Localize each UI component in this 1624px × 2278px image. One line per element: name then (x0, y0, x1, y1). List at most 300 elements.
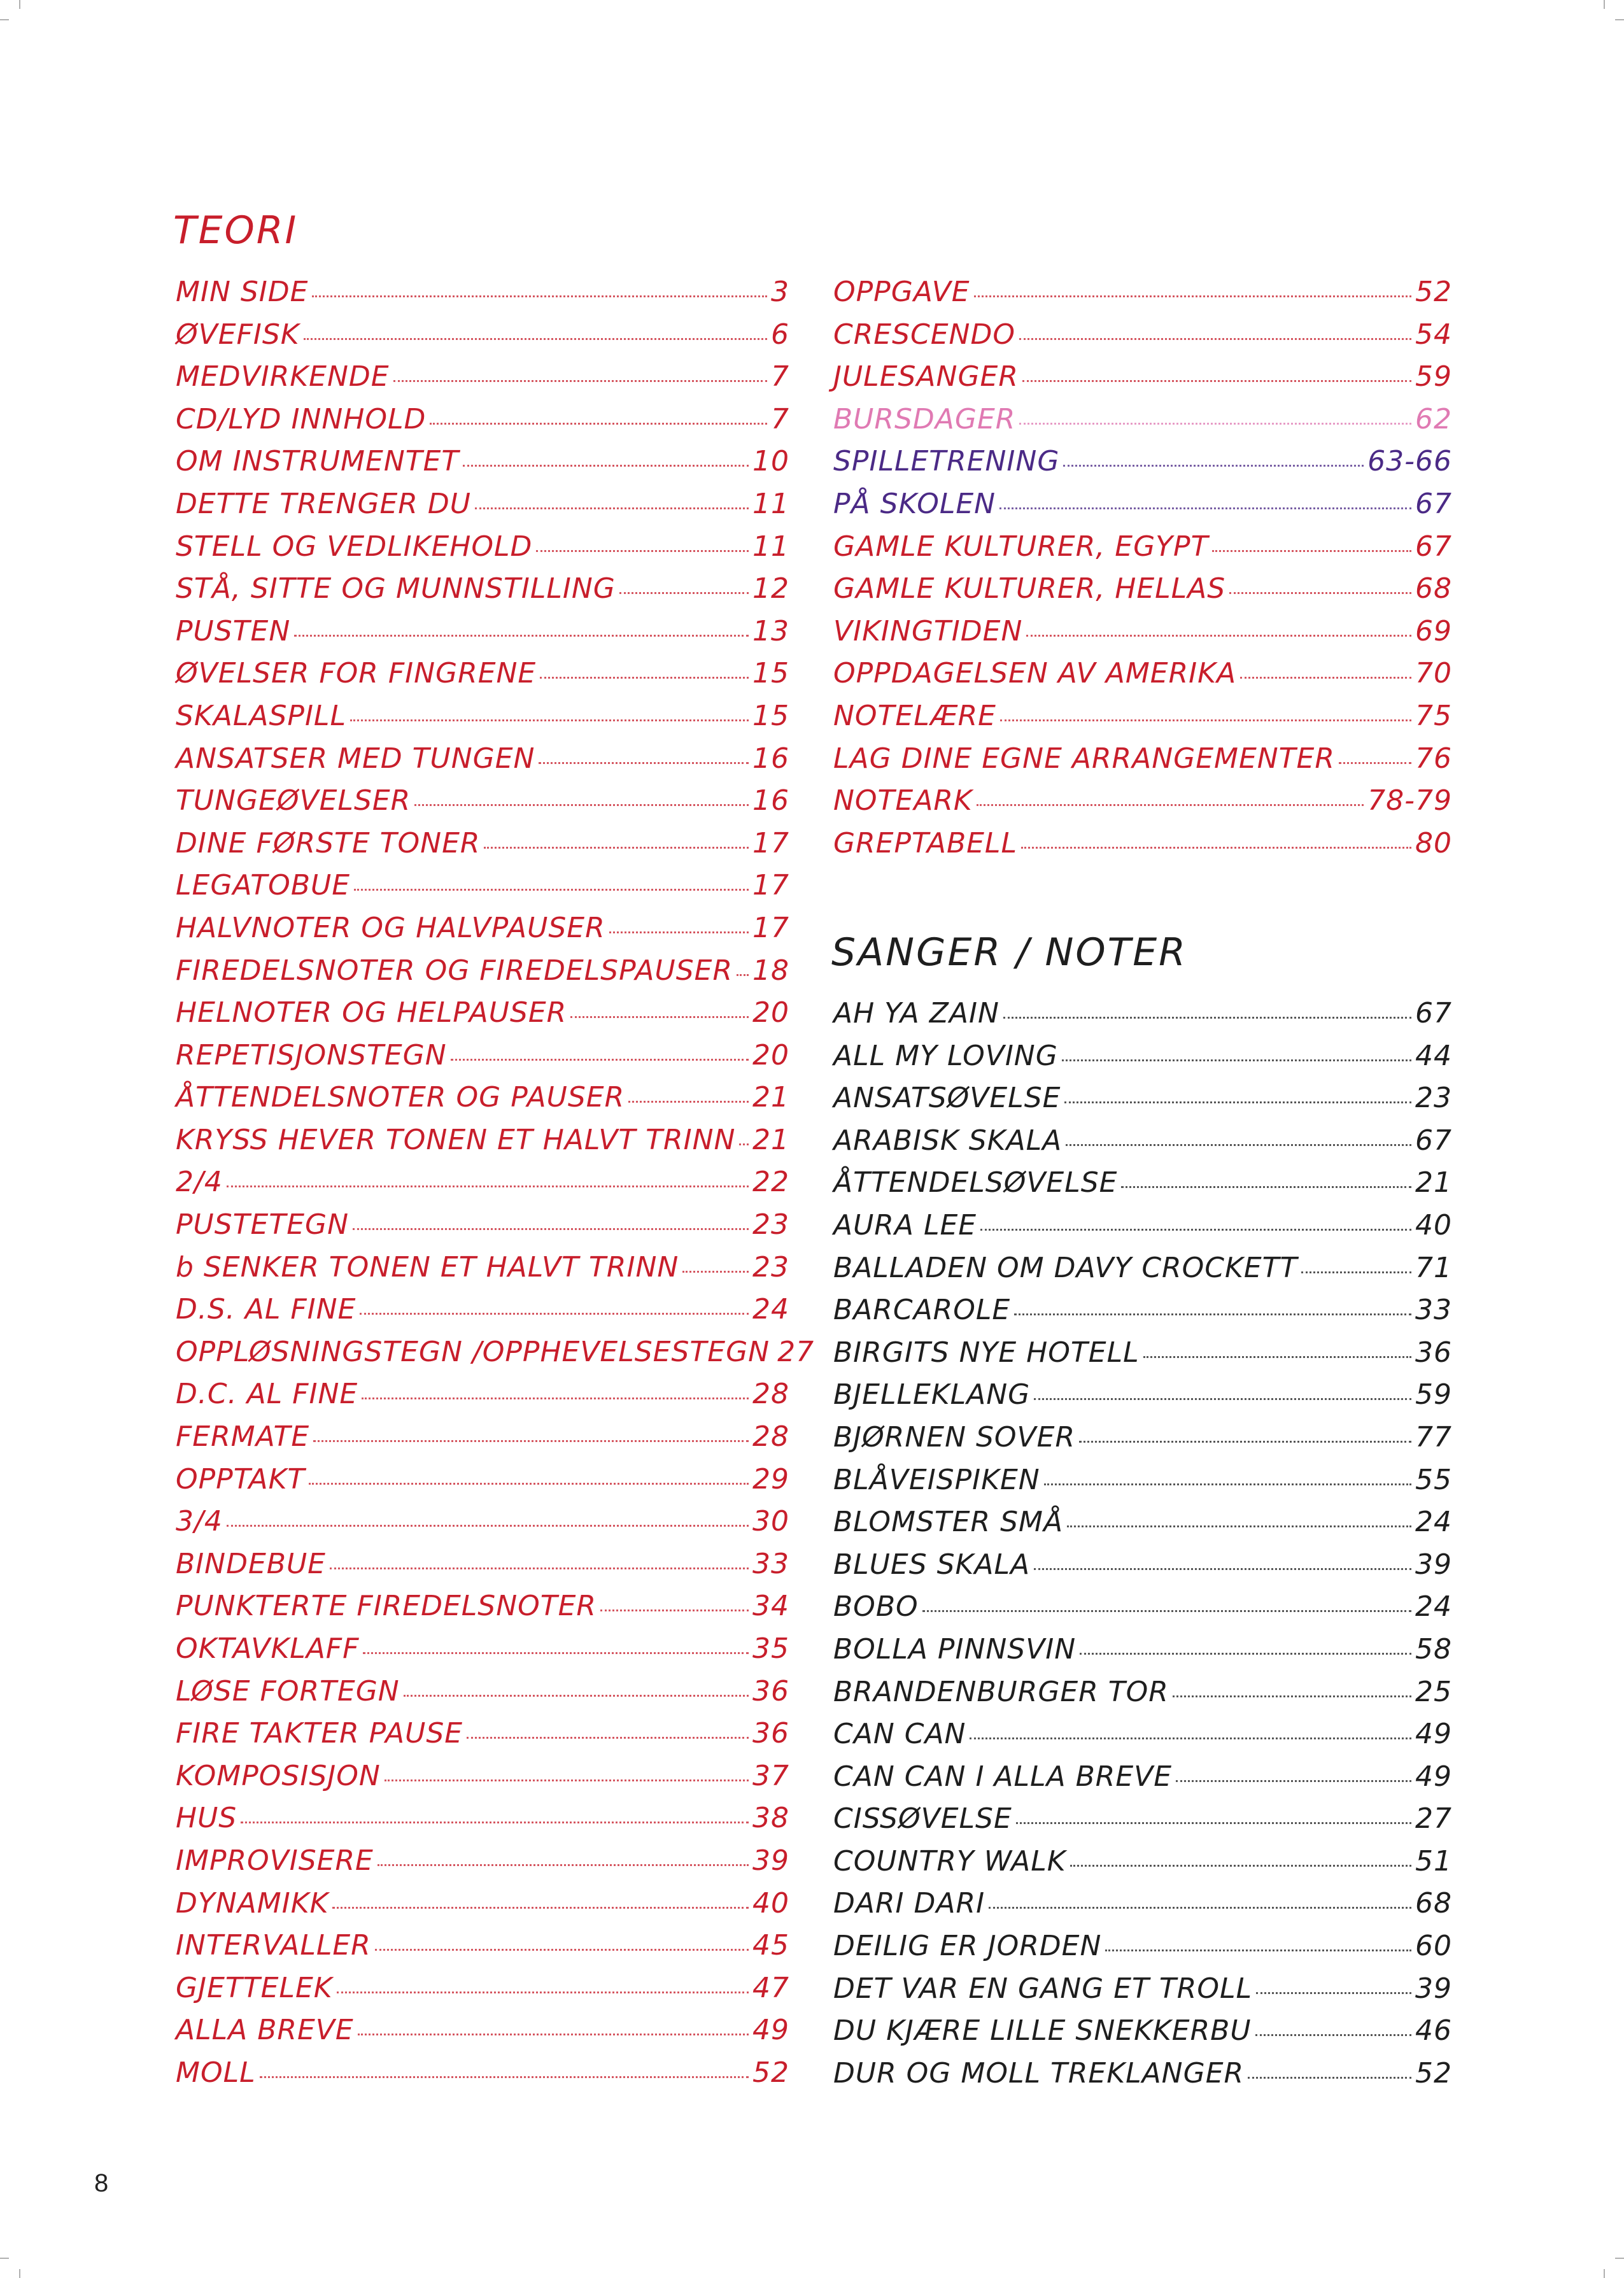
toc-entry-page: 55 (1415, 1463, 1452, 1496)
toc-entry-page: 52 (1415, 2056, 1452, 2090)
toc-entry-page: 68 (1415, 572, 1452, 605)
dot-leader (1248, 2077, 1411, 2079)
toc-entry-title: BJØRNEN SOVER (833, 1420, 1076, 1454)
toc-entry-page: 51 (1415, 1844, 1452, 1878)
dot-leader (1255, 2034, 1411, 2036)
dot-leader (1070, 1865, 1411, 1867)
toc-entry-page: 59 (1415, 360, 1452, 393)
dot-leader (312, 295, 767, 297)
toc-entry-title: LAG DINE EGNE ARRANGEMENTER (833, 742, 1335, 775)
dot-leader (313, 1440, 749, 1442)
dot-leader (1105, 1949, 1411, 1951)
toc-entry-title: CD/LYD INNHOLD (176, 402, 427, 435)
toc-entry (833, 488, 1452, 530)
toc-entry-page: 27 (777, 1335, 815, 1368)
toc-entry-page: 76 (1415, 742, 1452, 775)
toc-entry-page: 60 (1415, 1930, 1452, 1963)
toc-entry (833, 1845, 1452, 1888)
toc-entry-title: D.S. AL FINE (176, 1293, 357, 1326)
dot-leader (1301, 1271, 1411, 1273)
toc-entry-page: 12 (752, 572, 789, 605)
toc-entry (176, 1081, 789, 1124)
dot-leader (330, 1567, 749, 1569)
page-number: 8 (94, 2169, 109, 2197)
toc-entry (833, 360, 1452, 403)
toc-entry-page: 75 (1415, 699, 1452, 732)
dot-leader (682, 1271, 749, 1273)
toc-entry (833, 403, 1452, 446)
dot-leader (350, 719, 749, 721)
toc-entry (176, 657, 789, 700)
toc-entry (176, 954, 789, 997)
toc-entry-title: ÅTTENDELSNOTER OG PAUSER (176, 1081, 625, 1114)
toc-entry (833, 997, 1452, 1040)
toc-entry-title: D.C. AL FINE (176, 1378, 358, 1411)
dot-leader (1022, 380, 1411, 382)
toc-entry-page: 16 (752, 784, 789, 817)
dot-leader (385, 1779, 749, 1781)
toc-entry-page: 37 (752, 1759, 789, 1792)
toc-entry-title: ALL MY LOVING (833, 1039, 1058, 1072)
toc-entry-title: OKTAVKLAFF (176, 1632, 360, 1665)
dot-leader (970, 1737, 1411, 1739)
crop-mark-top-right-v (1604, 0, 1605, 9)
toc-entry-title: DETTE TRENGER DU (176, 487, 471, 520)
dot-leader (430, 423, 767, 425)
toc-entry-page: 34 (752, 1590, 789, 1623)
toc-entry-title: OPPDAGELSEN AV AMERIKA (833, 657, 1237, 690)
toc-entry-title: STELL OG VEDLIKEHOLD (176, 530, 533, 563)
toc-entry-page: 28 (752, 1378, 789, 1411)
toc-entry-title: 2/4 (176, 1166, 223, 1199)
dot-leader (309, 1483, 749, 1485)
dot-leader (1021, 847, 1411, 849)
toc-entry-title: 3/4 (176, 1505, 223, 1538)
dot-leader (977, 804, 1364, 806)
toc-entry-page: 24 (1415, 1590, 1452, 1624)
toc-entry (833, 572, 1452, 615)
toc-entry-page: 11 (752, 530, 789, 563)
toc-entry-title: PÅ SKOLEN (833, 487, 996, 520)
dot-leader (1034, 1568, 1411, 1570)
toc-entry-title: DU KJÆRE LILLE SNEKKERBU (833, 2014, 1252, 2048)
toc-entry-page: 71 (1415, 1251, 1452, 1284)
toc-entry (176, 1760, 789, 1802)
toc-entry (176, 1675, 789, 1718)
toc-entry-title: BLOMSTER SMÅ (833, 1506, 1064, 1539)
dot-leader (467, 1737, 749, 1739)
toc-entry-title: TUNGEØVELSER (176, 784, 411, 817)
toc-entry-title: CRESCENDO (833, 318, 1015, 351)
toc-entry-title: REPETISJONSTEGN (176, 1038, 447, 1072)
toc-entry (176, 615, 789, 658)
toc-entry-page: 39 (1415, 1548, 1452, 1581)
toc-entry (833, 657, 1452, 700)
toc-entry-title: HELNOTER OG HELPAUSER (176, 996, 567, 1029)
crop-mark-bottom-left-v (19, 2269, 20, 2278)
toc-entry-title: IMPROVISERE (176, 1844, 374, 1877)
dot-leader (360, 1313, 749, 1315)
toc-entry-title: DINE FØRSTE TONER (176, 826, 481, 860)
toc-entry-title: LØSE FORTEGN (176, 1674, 400, 1708)
toc-entry (833, 1464, 1452, 1506)
toc-entry (176, 1463, 789, 1506)
toc-entry-title: KOMPOSISJON (176, 1759, 381, 1792)
dot-leader (974, 295, 1411, 297)
toc-entry-page: 33 (1415, 1294, 1452, 1327)
toc-entry (833, 1506, 1452, 1548)
toc-entry (833, 615, 1452, 658)
toc-entry (833, 1336, 1452, 1379)
toc-entry-page: 7 (771, 360, 789, 393)
dot-leader (737, 974, 749, 976)
toc-entry-page: 62 (1415, 402, 1452, 435)
toc-entry (833, 1082, 1452, 1124)
dot-leader (1062, 1059, 1411, 1061)
toc-entry-title: b SENKER TONEN ET HALVT TRINN (176, 1250, 679, 1284)
dot-leader (1067, 1525, 1411, 1527)
dot-leader (304, 338, 767, 340)
toc-entry (176, 572, 789, 615)
toc-entry-page: 18 (752, 954, 789, 987)
dot-leader (1026, 635, 1411, 637)
toc-entry-page: 11 (752, 487, 789, 520)
dot-leader (1240, 677, 1411, 679)
toc-entry-page: 22 (752, 1166, 789, 1199)
toc-entry-page: 36 (1415, 1336, 1452, 1369)
toc-entry-title: BRANDENBURGER TOR (833, 1675, 1169, 1708)
toc-entry (833, 2057, 1452, 2100)
toc-entry (176, 784, 789, 827)
dot-leader (540, 677, 749, 679)
toc-entry (833, 1676, 1452, 1718)
toc-entry-page: 24 (752, 1293, 789, 1326)
toc-entry-title: FERMATE (176, 1420, 310, 1454)
toc-entry (833, 1887, 1452, 1930)
crop-mark-bottom-right-v (1604, 2269, 1605, 2278)
dot-leader (1121, 1186, 1411, 1188)
toc-entry (176, 1887, 789, 1930)
toc-entry (176, 1166, 789, 1208)
toc-entry-page: 67 (1415, 997, 1452, 1029)
toc-entry-title: LEGATOBUE (176, 869, 351, 902)
toc-entry-page: 45 (752, 1929, 789, 1962)
toc-entry (833, 1972, 1452, 2015)
toc-entry (176, 318, 789, 361)
toc-entry-page: 69 (1415, 614, 1452, 647)
crop-mark-bottom-right (1615, 2258, 1624, 2259)
toc-entry-page: 39 (1415, 1972, 1452, 2005)
dot-leader (227, 1185, 749, 1187)
toc-entry-title: ANSATSER MED TUNGEN (176, 742, 535, 775)
toc-entry-page: 38 (752, 1802, 789, 1835)
dot-leader (1066, 1144, 1411, 1146)
toc-entry (176, 1335, 815, 1378)
toc-entry (176, 445, 789, 488)
toc-entry-title: COUNTRY WALK (833, 1844, 1066, 1878)
toc-entry (833, 1040, 1452, 1082)
crop-mark-top-left (0, 19, 9, 20)
dot-leader (619, 592, 749, 594)
dot-leader (354, 889, 749, 891)
toc-entry (833, 1421, 1452, 1464)
toc-entry-title: DYNAMIKK (176, 1886, 329, 1920)
dot-leader (475, 507, 749, 509)
toc-entry (833, 1633, 1452, 1676)
toc-entry (176, 2014, 789, 2056)
dot-leader (1014, 1313, 1411, 1315)
dot-leader (1212, 550, 1411, 552)
dot-leader (1063, 465, 1364, 467)
toc-entry-page: 25 (1415, 1675, 1452, 1708)
toc-entry-title: PUSTETEGN (176, 1208, 350, 1242)
toc-entry-page: 67 (1415, 530, 1452, 563)
dot-leader (362, 1397, 749, 1399)
toc-entry (833, 1378, 1452, 1421)
toc-entry-page: 68 (1415, 1887, 1452, 1920)
dot-leader (260, 2076, 749, 2078)
sanger-toc-list (833, 997, 1452, 2099)
toc-entry-title: CAN CAN (833, 1718, 966, 1751)
toc-entry (176, 360, 789, 403)
toc-entry (833, 784, 1452, 827)
toc-entry-page: 23 (1415, 1082, 1452, 1115)
toc-entry-title: JULESANGER (833, 360, 1019, 393)
dot-leader (1016, 1822, 1411, 1824)
toc-entry-title: OPPGAVE (833, 276, 970, 308)
dot-leader (1176, 1780, 1411, 1782)
dot-leader (1080, 1653, 1411, 1655)
toc-entry-page: 23 (752, 1250, 789, 1284)
toc-entry (176, 276, 789, 318)
toc-entry (176, 742, 789, 785)
toc-entry-page: 3 (771, 276, 789, 308)
crop-mark-top-right (1615, 19, 1624, 20)
dot-leader (1044, 1483, 1411, 1485)
toc-entry-title: AH YA ZAIN (833, 997, 999, 1029)
toc-entry (176, 488, 789, 530)
dot-leader (539, 762, 749, 764)
toc-entry (833, 742, 1452, 785)
toc-entry (833, 276, 1452, 318)
toc-entry-page: 33 (752, 1547, 789, 1580)
toc-entry (176, 1420, 789, 1463)
toc-entry-title: MIN SIDE (176, 276, 309, 308)
toc-entry-title: VIKINGTIDEN (833, 614, 1023, 647)
toc-entry (833, 1166, 1452, 1209)
toc-entry-title: HALVNOTER OG HALVPAUSER (176, 911, 605, 944)
toc-entry-title: SKALASPILL (176, 699, 346, 732)
dot-leader (375, 1949, 749, 1951)
toc-entry-page: 21 (1415, 1166, 1452, 1199)
toc-entry-page: 46 (1415, 2014, 1452, 2048)
toc-entry (833, 1930, 1452, 1972)
dot-leader (1256, 1992, 1411, 1994)
dot-leader (1034, 1398, 1411, 1400)
teori-toc-list (176, 276, 815, 2099)
toc-entry-page: 6 (771, 318, 789, 351)
toc-entry (176, 827, 789, 870)
toc-entry-title: GAMLE KULTURER, HELLAS (833, 572, 1226, 605)
sanger-noter-heading: SANGER / NOTER (831, 930, 1187, 975)
dot-leader (1339, 762, 1411, 764)
toc-entry-page: 40 (1415, 1208, 1452, 1242)
toc-entry-title: BURSDAGER (833, 402, 1016, 435)
toc-entry-page: 20 (752, 996, 789, 1029)
toc-entry (833, 1760, 1452, 1803)
toc-entry-title: BLÅVEISPIKEN (833, 1463, 1040, 1496)
toc-entry-title: PUNKTERTE FIREDELSNOTER (176, 1590, 597, 1623)
toc-entry-title: STÅ, SITTE OG MUNNSTILLING (176, 572, 616, 605)
toc-entry-title: OM INSTRUMENTET (176, 445, 460, 478)
dot-leader (484, 847, 749, 849)
toc-entry-page: 7 (771, 402, 789, 435)
toc-entry-title: DEILIG ER JORDEN (833, 1930, 1102, 1963)
toc-entry-page: 58 (1415, 1632, 1452, 1666)
toc-entry-title: ALLA BREVE (176, 2014, 354, 2047)
dot-leader (609, 931, 749, 933)
toc-entry (176, 869, 789, 912)
crop-mark-top-left-v (19, 0, 20, 9)
toc-entry-title: BIRGITS NYE HOTELL (833, 1336, 1140, 1369)
dot-leader (353, 1228, 749, 1230)
toc-entry (833, 445, 1452, 488)
toc-entry-page: 52 (752, 2056, 789, 2089)
dot-leader (378, 1864, 749, 1866)
toc-entry (833, 1124, 1452, 1167)
dot-leader (294, 635, 749, 637)
toc-entry-title: ANSATSØVELSE (833, 1082, 1061, 1115)
toc-entry-title: INTERVALLER (176, 1929, 371, 1962)
toc-entry (833, 530, 1452, 573)
toc-entry-page: 49 (1415, 1760, 1452, 1793)
toc-entry-page: 13 (752, 614, 789, 647)
toc-entry (833, 318, 1452, 361)
dot-leader (1019, 338, 1411, 340)
toc-entry (176, 1505, 789, 1548)
toc-entry-page: 36 (752, 1717, 789, 1750)
dot-leader (241, 1822, 749, 1823)
toc-entry-page: 20 (752, 1038, 789, 1072)
dot-leader (1064, 1101, 1411, 1103)
toc-entry-page: 17 (752, 826, 789, 860)
toc-entry-title: ARABISK SKALA (833, 1124, 1063, 1157)
dot-leader (1173, 1695, 1411, 1697)
toc-entry (833, 2014, 1452, 2057)
toc-entry-page: 49 (752, 2014, 789, 2047)
toc-entry-page: 67 (1415, 1124, 1452, 1157)
toc-entry-page: 28 (752, 1420, 789, 1454)
toc-entry-page: 27 (1415, 1802, 1452, 1836)
toc-entry (176, 1548, 789, 1590)
toc-entry (176, 700, 789, 742)
toc-entry-title: FIRE TAKTER PAUSE (176, 1717, 463, 1750)
toc-entry-title: GREPTABELL (833, 826, 1017, 860)
toc-entry (833, 1718, 1452, 1760)
toc-entry-page: 78-79 (1367, 784, 1452, 817)
toc-entry-page: 77 (1415, 1420, 1452, 1454)
toc-entry-title: CAN CAN I ALLA BREVE (833, 1760, 1173, 1793)
toc-entry (176, 1972, 789, 2014)
toc-entry-page: 54 (1415, 318, 1452, 351)
dot-leader (999, 507, 1411, 509)
toc-entry (176, 1251, 789, 1294)
toc-entry-title: BOBO (833, 1590, 919, 1624)
dot-leader (1019, 423, 1411, 425)
toc-entry (176, 530, 789, 573)
dot-leader (404, 1695, 749, 1697)
toc-entry-page: 17 (752, 869, 789, 902)
toc-entry (833, 1294, 1452, 1336)
teori-heading: TEORI (173, 208, 299, 253)
toc-entry-title: BARCAROLE (833, 1294, 1011, 1327)
dot-leader (1000, 719, 1411, 721)
toc-entry-title: BLUES SKALA (833, 1548, 1031, 1581)
toc-entry-page: 30 (752, 1505, 789, 1538)
toc-entry (833, 827, 1452, 870)
toc-entry-page: 59 (1415, 1378, 1452, 1411)
toc-entry-title: NOTELÆRE (833, 699, 996, 732)
toc-entry-title: CISSØVELSE (833, 1802, 1012, 1836)
toc-entry (176, 1124, 789, 1166)
dot-leader (536, 550, 749, 552)
toc-entry (833, 1548, 1452, 1591)
dot-leader (363, 1652, 749, 1654)
toc-entry (833, 1802, 1452, 1845)
dot-leader (989, 1907, 1411, 1909)
toc-entry (176, 996, 789, 1039)
dot-leader (1003, 1017, 1411, 1019)
toc-entry (833, 1209, 1452, 1252)
toc-entry (833, 1252, 1452, 1294)
toc-entry-page: 40 (752, 1886, 789, 1920)
toc-entry-page: 24 (1415, 1506, 1452, 1539)
toc-entry-page: 21 (752, 1123, 789, 1156)
toc-entry-page: 39 (752, 1844, 789, 1877)
toc-entry (176, 1717, 789, 1760)
toc-entry-page: 35 (752, 1632, 789, 1665)
dot-leader (922, 1610, 1411, 1612)
dot-leader (1079, 1441, 1411, 1443)
dot-leader (393, 380, 767, 382)
toc-entry (176, 1929, 789, 1972)
toc-entry-page: 10 (752, 445, 789, 478)
toc-entry-title: DUR OG MOLL TREKLANGER (833, 2056, 1245, 2090)
toc-entry-page: 21 (752, 1081, 789, 1114)
toc-entry-page: 44 (1415, 1039, 1452, 1072)
toc-entry (176, 1632, 789, 1675)
toc-entry-page: 63-66 (1367, 445, 1452, 478)
toc-entry-title: BOLLA PINNSVIN (833, 1632, 1077, 1666)
toc-entry (176, 1802, 789, 1844)
toc-entry-title: KRYSS HEVER TONEN ET HALVT TRINN (176, 1123, 736, 1156)
toc-entry-page: 15 (752, 699, 789, 732)
toc-entry-page: 16 (752, 742, 789, 775)
toc-entry-page: 29 (752, 1462, 789, 1496)
toc-entry-title: NOTEARK (833, 784, 973, 817)
toc-entry-page: 15 (752, 657, 789, 690)
dot-leader (600, 1609, 749, 1611)
toc-entry (176, 1590, 789, 1632)
dot-leader (463, 465, 749, 467)
toc-entry-title: OPPTAKT (176, 1462, 306, 1496)
toc-entry (176, 1844, 789, 1887)
toc-entry-page: 67 (1415, 487, 1452, 520)
toc-entry-page: 47 (752, 1971, 789, 2004)
dot-leader (1143, 1356, 1411, 1358)
dot-leader (628, 1101, 749, 1103)
toc-entry-title: BINDEBUE (176, 1547, 326, 1580)
